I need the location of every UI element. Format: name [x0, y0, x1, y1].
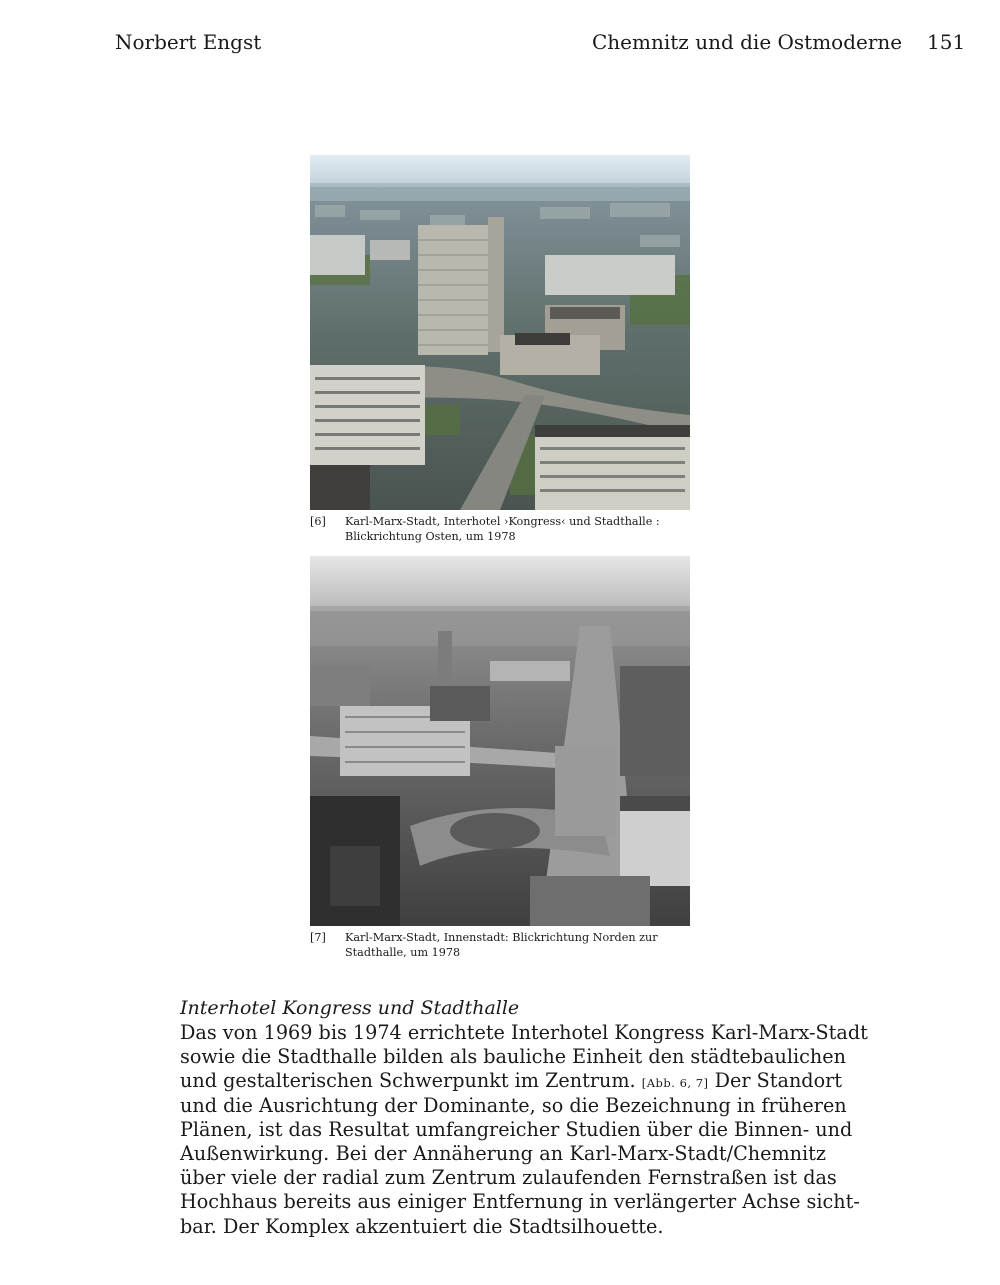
figure-6-photo: [310, 155, 690, 510]
body-line: über viele der radial zum Zentrum zulaufenden Fernstraßen ist das: [180, 1166, 837, 1190]
body-line: sowie die Stadthalle bilden als bauliche Einheit den städtebaulichen: [180, 1045, 846, 1069]
body-line-text: Der Standort: [714, 1069, 843, 1093]
section-heading: Interhotel Kongress und Stadthalle: [180, 997, 520, 1019]
body-line: Außenwirkung. Bei der Annäherung an Karl-Marx-Stadt/Chemnitz: [180, 1141, 826, 1165]
figure-7-number: [7]: [310, 931, 326, 944]
figure-6-caption-text: Karl-Marx-Stadt, Interhotel ›Kongress‹ und Stadthalle : Blickrichtung Osten, um 1978: [345, 515, 660, 543]
body-line-text: und gestalterischen Schwerpunkt im Zentrum.: [180, 1069, 636, 1093]
body-line: und die Ausrichtung der Dominante, so die Bezeichnung in früheren: [180, 1093, 847, 1117]
running-head-title: Chemnitz und die Ostmoderne: [592, 30, 903, 54]
figure-6-number: [6]: [310, 515, 326, 528]
figure-7-photo: [310, 556, 690, 926]
page-number: 151: [927, 30, 966, 54]
body-line: Plänen, ist das Resultat umfangreicher Studien über die Binnen- und: [180, 1117, 853, 1141]
body-paragraph: [180, 1021, 868, 1239]
running-head-author: Norbert Engst: [115, 30, 262, 54]
figure-7-caption-text: Karl-Marx-Stadt, Innenstadt: Blickrichtung Norden zur Stadthalle, um 1978: [345, 931, 658, 959]
body-line: Das von 1969 bis 1974 errichtete Interhotel Kongress Karl-Marx-Stadt: [180, 1021, 868, 1044]
figure-reference: [Abb. 6, 7]: [641, 1076, 709, 1091]
body-line: [180, 1069, 843, 1093]
body-line: bar. Der Komplex akzentuiert die Stadtsilhouette.: [180, 1214, 664, 1238]
body-line: Hochhaus bereits aus einiger Entfernung in verlängerter Achse sicht-: [180, 1190, 860, 1214]
